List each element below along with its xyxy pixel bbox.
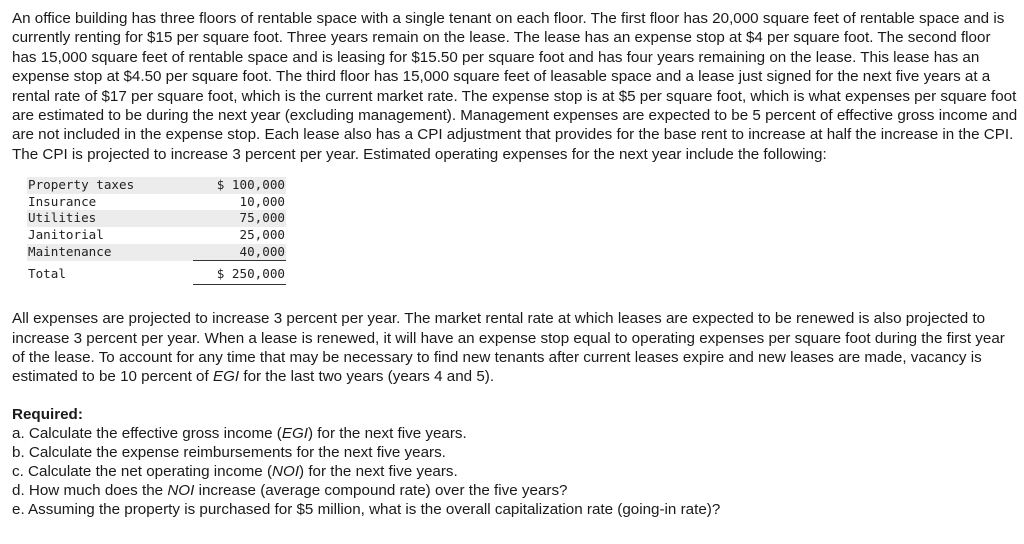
table-row	[27, 227, 286, 244]
table-row	[27, 210, 286, 227]
second-paragraph-text-end: for the last two years (years 4 and 5).	[239, 368, 495, 386]
item-italic-term: NOI	[167, 481, 195, 499]
expense-label: Utilities	[27, 210, 193, 227]
second-paragraph	[12, 309, 1018, 387]
required-item-d	[12, 481, 1018, 500]
second-paragraph-text: All expenses are projected to increase 3 percent per year. The market rental rate at which leases are expected to be renewed is also projected to increase 3 percent per year. When a lease is renewed, it will have an expense stop equal to operating expenses per square foot during the first year of the lease. To account for any time that may be necessary to find new tenants after current leases expire and new leases are made, vacancy is estimated to be 10 percent of	[12, 310, 1005, 386]
expense-label: Insurance	[28, 193, 97, 209]
item-text: e. Assuming the property is purchased for $5 million, what is the overall capitalization rate (going-in rate)?	[12, 500, 721, 518]
expense-amount: 25,000	[239, 227, 285, 243]
egi-term: EGI	[212, 368, 240, 386]
table-row	[27, 177, 286, 194]
required-item-a	[12, 424, 1018, 443]
item-italic-term: NOI	[272, 462, 300, 480]
item-text: c. Calculate the net operating income (	[12, 462, 273, 480]
total-amount: $ 250,000	[193, 261, 286, 285]
item-text-end: ) for the next five years.	[308, 424, 467, 442]
required-item-c	[12, 462, 1018, 481]
required-item-e	[12, 500, 1018, 519]
item-text: d. How much does the	[12, 481, 168, 499]
total-row	[27, 261, 286, 285]
operating-expenses-table	[27, 177, 286, 285]
expense-amount: 10,000	[239, 193, 285, 209]
item-italic-term: EGI	[281, 424, 309, 442]
expense-amount: 40,000	[193, 244, 286, 261]
total-label: Total	[28, 266, 66, 282]
expense-amount: 75,000	[193, 210, 286, 227]
required-heading: Required:	[12, 405, 83, 423]
table-row	[27, 244, 286, 261]
expense-label: Maintenance	[27, 244, 193, 261]
required-section	[12, 405, 1018, 519]
problem-page	[12, 9, 1018, 519]
intro-paragraph: An office building has three floors of rentable space with a single tenant on each floor. The first floor has 20,000 square feet of rentable space and is currently renting for $15 per square foot. Three years remain on the lease. The lease has an expense stop at $4 per square foot. The second floor has 15,000 square feet of rentable space and is leasing for $15.50 per square foot and has four years remaining on the lease. This lease has an expense stop at $4.50 per square foot. The third floor has 15,000 square feet of leasable space and a lease just signed for the next five years at a rental rate of $17 per square foot, which is the current market rate. The expense stop is at $5 per square foot, which is what expenses per square foot are estimated to be during the next year (excluding management). Management expenses are expected to be 5 percent of effective gross income and are not included in the expense stop. Each lease also has a CPI adjustment that provides for the base rent to increase at half the increase in the CPI. The CPI is projected to increase 3 percent per year. Estimated operating expenses for the next year include the following:	[12, 10, 1018, 163]
expense-amount: $ 100,000	[193, 177, 286, 194]
expense-label: Janitorial	[28, 227, 104, 243]
table-row	[27, 194, 286, 211]
item-text-end: ) for the next five years.	[299, 462, 458, 480]
item-text: b. Calculate the expense reimbursements for the next five years.	[12, 443, 446, 461]
expense-label: Property taxes	[27, 177, 193, 194]
required-item-b	[12, 443, 1018, 462]
item-text: a. Calculate the effective gross income (	[12, 424, 282, 442]
item-text-end: increase (average compound rate) over the five years?	[194, 481, 568, 499]
